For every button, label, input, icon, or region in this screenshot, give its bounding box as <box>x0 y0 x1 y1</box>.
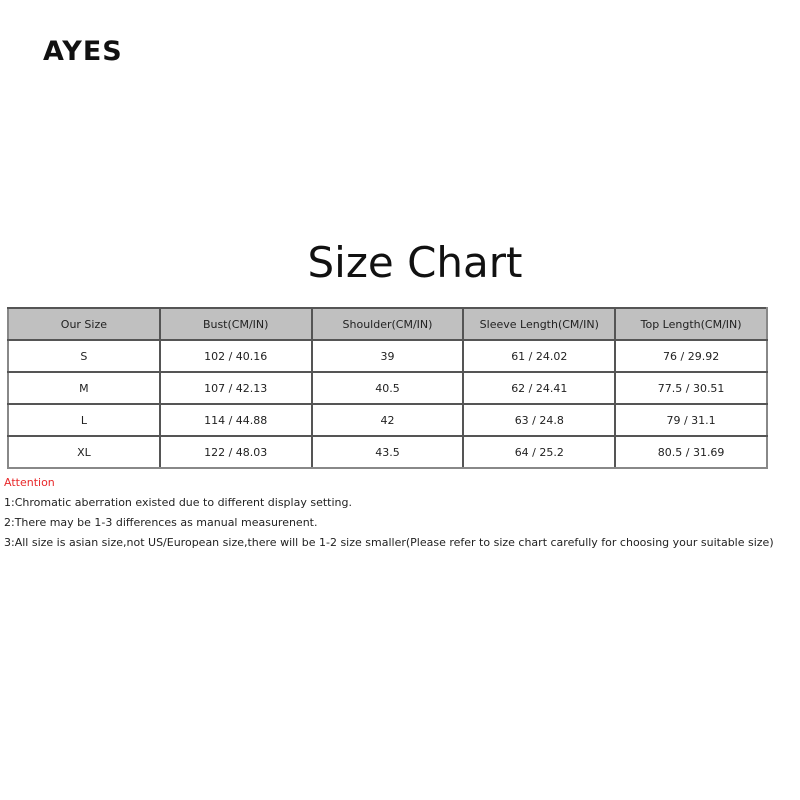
note-item: 1:Chromatic aberration existed due to different display setting. <box>4 496 352 509</box>
size-chart-table <box>7 307 768 469</box>
cell-shoulder: 43.5 <box>312 436 464 468</box>
table-header-row <box>8 308 767 340</box>
cell-bust: 122 / 48.03 <box>160 436 312 468</box>
page-title: Size Chart <box>307 238 523 287</box>
cell-top-length: 77.5 / 30.51 <box>615 372 767 404</box>
table-row <box>8 436 767 468</box>
note-item: 3:All size is asian size,not US/European size,there will be 1-2 size smaller(Please refer to size chart carefully for choosing your suitable size) <box>4 536 774 549</box>
cell-bust: 107 / 42.13 <box>160 372 312 404</box>
table-row <box>8 340 767 372</box>
header-top-length: Top Length(CM/IN) <box>615 308 767 340</box>
brand-logo: AYES <box>43 36 123 67</box>
cell-sleeve-length: 64 / 25.2 <box>463 436 615 468</box>
cell-size: XL <box>8 436 160 468</box>
cell-top-length: 80.5 / 31.69 <box>615 436 767 468</box>
header-shoulder: Shoulder(CM/IN) <box>312 308 464 340</box>
table-row <box>8 372 767 404</box>
attention-heading: Attention <box>4 476 55 489</box>
cell-shoulder: 42 <box>312 404 464 436</box>
header-our-size: Our Size <box>8 308 160 340</box>
cell-size: S <box>8 340 160 372</box>
cell-sleeve-length: 62 / 24.41 <box>463 372 615 404</box>
header-bust: Bust(CM/IN) <box>160 308 312 340</box>
header-sleeve-length: Sleeve Length(CM/IN) <box>463 308 615 340</box>
cell-top-length: 76 / 29.92 <box>615 340 767 372</box>
cell-shoulder: 40.5 <box>312 372 464 404</box>
cell-bust: 114 / 44.88 <box>160 404 312 436</box>
table-row <box>8 404 767 436</box>
cell-size: L <box>8 404 160 436</box>
note-item: 2:There may be 1-3 differences as manual measurenent. <box>4 516 318 529</box>
cell-size: M <box>8 372 160 404</box>
cell-sleeve-length: 61 / 24.02 <box>463 340 615 372</box>
attention-notes <box>4 473 774 553</box>
cell-shoulder: 39 <box>312 340 464 372</box>
cell-sleeve-length: 63 / 24.8 <box>463 404 615 436</box>
cell-top-length: 79 / 31.1 <box>615 404 767 436</box>
cell-bust: 102 / 40.16 <box>160 340 312 372</box>
